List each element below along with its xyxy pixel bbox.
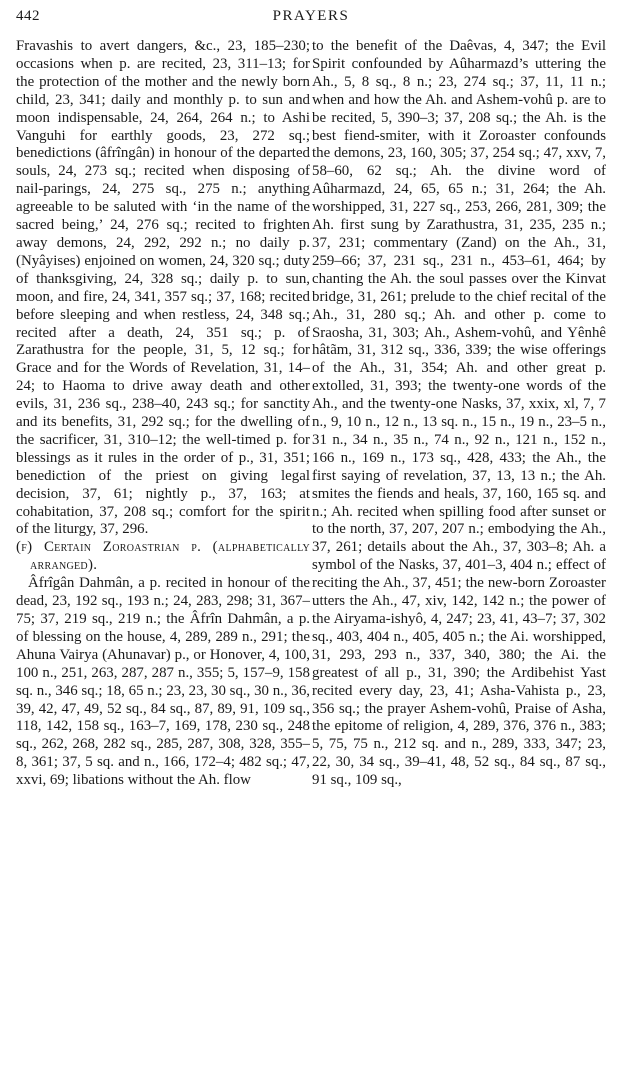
left-column-paragraph: Fravashis to avert dangers, &c., 23, 185–230; occasions when p. are recited, 23, 311–13; for the protection of the mother and the newly born child, 23, 341; daily and monthly p. to sun and moon indispensable, 24, 264, 264 n.; to Ashi Vanguhi for earthly goods, 23, 272 sq.; benedictions (âfrîngân) in honour of the departed souls, 24, 273 sq.; recited when disposing of nail-parings, 24, 275 sq., 275 n.; anything agreeable to be saluted with ‘in the name of the sacred being,’ 24, 276 sq.; recited to frighten away demons, 24, 292, 292 n.; no daily p. (Nyâyises) enjoined on women, 24, 320 sq.; duty of thanksgiving, 24, 328 sq.; daily p. to sun, moon, and fire, 24, 341, 357 sq.; 37, 168; recited before sleeping and when restless, 24, 348 sq.; recited after a death, 24, 351 sq.; p. of Zarathustra for the people, 31, 5, 12 sq.; for Grace and for the Words of Revelation, 31, 14–24; to Haoma to drive away death and other evils, 31, 236 sq., 238–40, 243 sq.; for sanctity and its benefits, 31, 292 sq.; for the dwelling of the sacrificer, 31, 310–12; the well-timed p. for blessings as it rules in the order of p., 31, 351; benediction of the priest on giving legal decision, 37, 61; nightly p., 37, 163; at cohabitation, 37, 208 sq.; comfort for the spirit of the liturgy, 37, 296. (16, 38, 310, 538)
running-head: PRAYERS (272, 8, 350, 24)
page-number: 442 (16, 8, 40, 24)
right-column (312, 38, 606, 1058)
section-heading: (f) Certain Zoroastrian p. (alphabetically arranged). (16, 539, 310, 574)
right-column-paragraph: to the benefit of the Daêvas, 4, 347; the Evil Spirit confounded by Aûharmazd’s uttering the Ah., 5, 8 sq., 8 n.; 23, 274 sq.; 37, 11, 11 n.; when and how the Ah. and Ashem-vohû p. are to be recited, 5, 390–3; 37, 208 sq.; the Ah. is the best fiend-smiter, with it Zoroaster confounds the demons, 23, 160, 305; 37, 254 sq.; 47, xxv, 7, 58–60, 62 sq.; Ah. the divine word of Aûharmazd, 24, 65, 65 n.; 31, 264; the Ah. worshipped, 31, 227 sq., 253, 266, 281, 309; the Ah. first sung by Zarathustra, 31, 235, 235 n.; 37, 231; commentary (Zand) on the Ah., 31, 259–66; 37, 231 sq., 231 n., 453–61, 464; by chanting the Ah. the soul passes over the Kinvat bridge, 31, 261; prelude to the chief recital of the Ah., 31, 280 sq.; Ah. and other p. come to Sraosha, 31, 303; Ah., Ashem-vohû, and Yênhê hâtãm, 31, 312 sq., 336, 339; the wise offerings of the Ah., 31, 354; Ah. and other great p. extolled, 31, 393; the twenty-one words of the Ah., and the twenty-one Nasks, 37, xxix, xl, 7, 7 n., 9, 10 n., 12 n., 13 sq. n., 15 n., 19 n., 23–5 n., 31 n., 34 n., 35 n., 74 n., 92 n., 121 n., 152 n., 166 n., 169 n., 173 sq., 428, 433; the Ah., the first saying of revelation, 37, 13, 13 n.; the Ah. smites the fiends and heals, 37, 160, 165 sq. and n.; Ah. recited when spilling food after sunset or to the north, 37, 207, 207 n.; embodying the Ah., 37, 261; details about the Ah., 37, 303–8; Ah. a symbol of the Nasks, 37, 401–3, 404 n.; effect of reciting the Ah., 37, 451; the new-born Zoroaster utters the Ah., 47, xiv, 142, 142 n.; the power of the Airyama-ishyô, 4, 247; 23, 41, 43–7; 37, 302 sq., 403, 404 n., 405, 405 n.; the Ai. worshipped, 31, 293, 293 n., 337, 340, 380; the Ai. the greatest of all p., 31, 390; the Ardibehist Yast recited every day, 23, 41; Asha-Vahista p., 23, 356 sq.; the prayer Ashem-vohû, Praise of Asha, the epitome of religion, 4, 289, 376, 376 n., 383; 5, 75, 75 n., 212 sq. and n., 289, 333, 347; 23, 22, 30, 34 sq., 39–41, 48, 52 sq., 84 sq., 87 sq., 91 sq., 109 sq., (312, 38, 606, 789)
page-header (16, 8, 606, 32)
text-columns (16, 38, 606, 1058)
left-column-paragraph-entry: Âfrîgân Dahmân, a p. recited in honour of the dead, 23, 192 sq., 193 n.; 24, 283, 298; 31, 367–75; 37, 219 sq., 219 n.; the Âfrîn Dahmân, a p. of blessing on the house, 4, 289, 289 n., 291; the Ahuna Vairya (Ahunavar) p., or Honover, 4, 100, 100 n., 251, 263, 287, 287 n., 355; 5, 157–9, 158 sq. n., 346 sq.; 18, 65 n.; 23, 23, 30 sq., 30 n., 36, 39, 42, 47, 49, 52 sq., 84 sq., 87, 89, 91, 109 sq., 118, 142, 158 sq., 163–7, 169, 178, 230 sq., 248 sq., 262, 268, 282 sq., 285, 287, 308, 328, 355–8, 361; 37, 5 sq. and n., 166, 172–4; 482 sq.; 47, xxvi, 69; libations without the Ah. flow (16, 575, 310, 789)
left-column (16, 38, 310, 1058)
